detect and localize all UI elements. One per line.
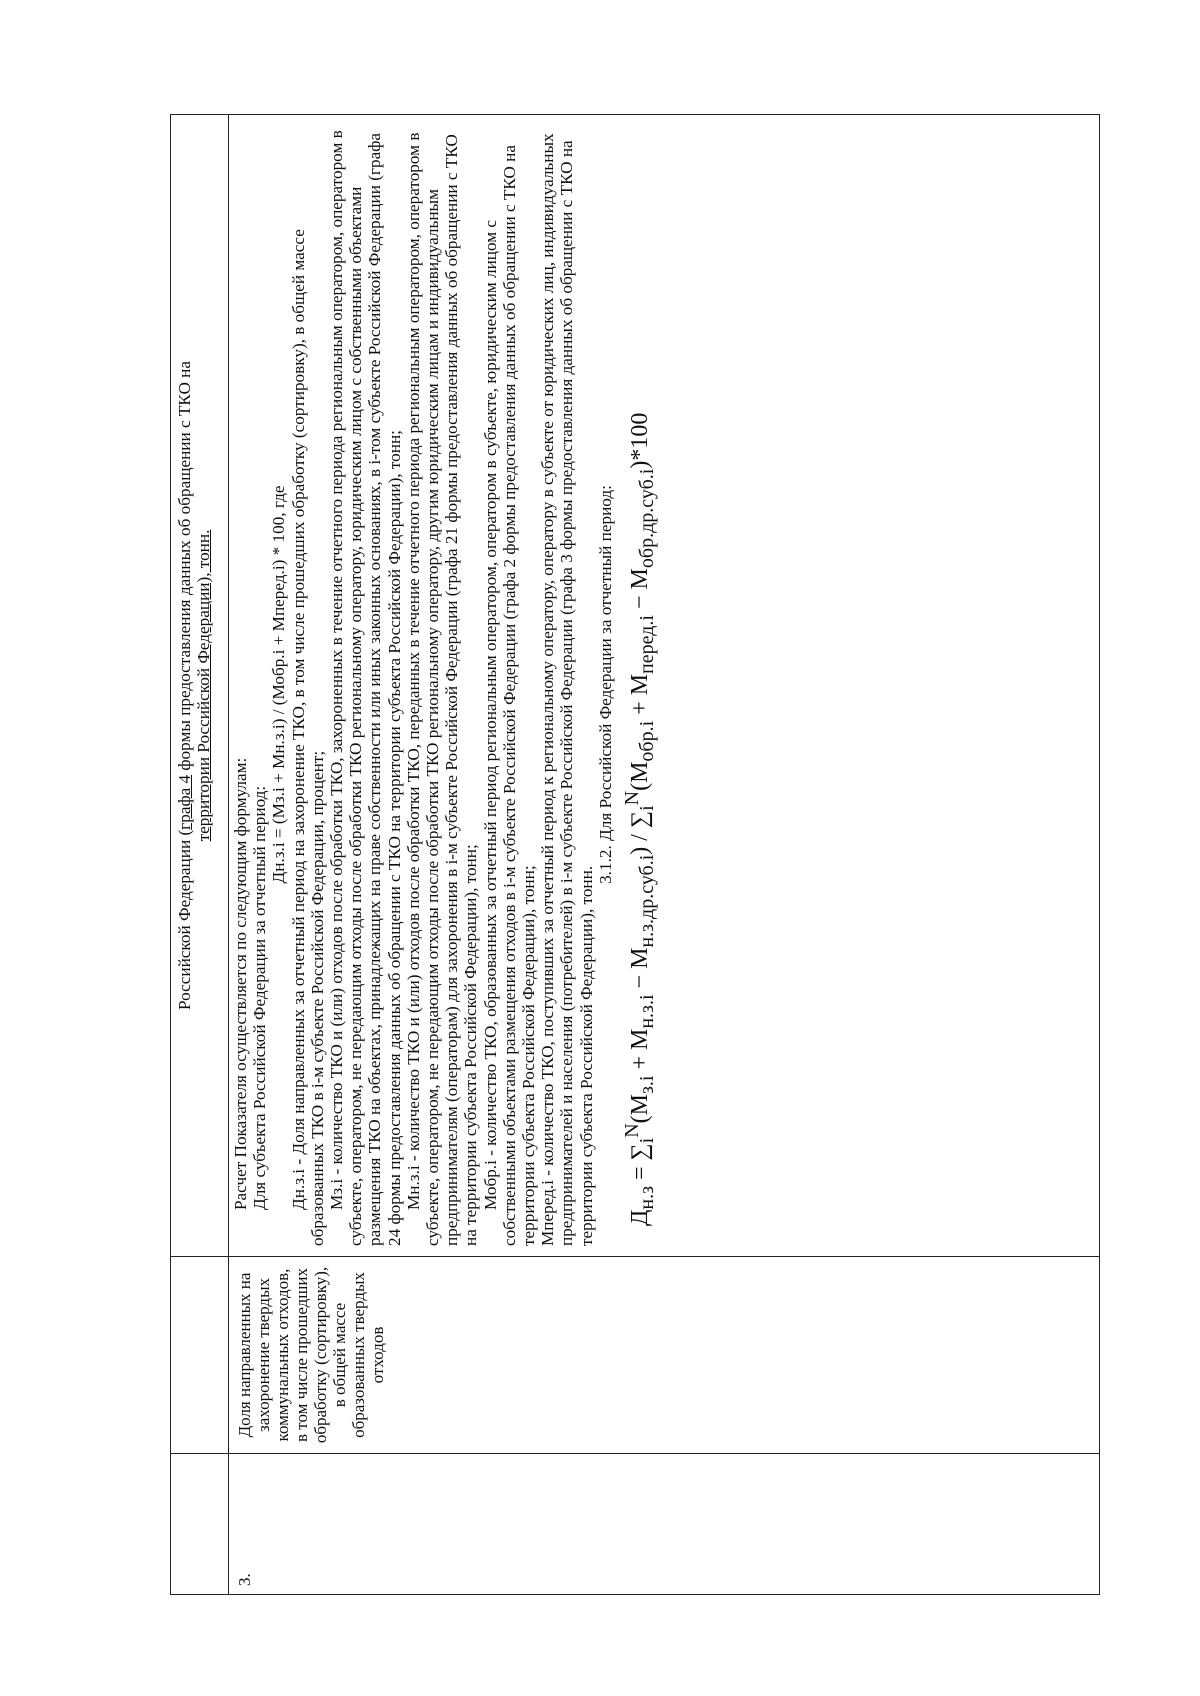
def-mobr: Мобр.i - количество ТКО, образованных за отчетный период региональным оператором, оператором в субъекте, юридическим лицом с собственными объектами размещения отходов в i-м субъекте Российской Федерации (графа 2 формы предоставления данных об обращении с ТКО на территории субъекта Российской Федерации), тонн; — [480, 145, 539, 1246]
heading-link-graph: графа 4 — [175, 774, 194, 830]
formula-subject: Дн.з.i = (Мз.i + Мн.з.i) / (Мобр.i + Мперед.i) * 100, где — [269, 485, 289, 884]
heading-line2: территории Российской Федерации), тонн. — [194, 529, 214, 842]
def-dn: Дн.з.i - Доля направленных за отчетный период на захоронение ТКО, в том числе прошедших обработку (сортировку), в общей массе образованных ТКО в i-м субъекте Российской Федерации, процент; — [288, 229, 327, 1246]
def-mz: Мз.i - количество ТКО и (или) отходов после обработки ТКО, захороненных в течение отчетного периода региональным оператором, оператором в субъекте, оператором, не передающим отходы после обработки ТКО региональному оператору, юридическим лицом с собственными объектами размещения ТКО на объектах, принадлежащих на праве собственности или иных законных основаниях, в i-том субъекте Российской Федерации (графа 24 формы предоставления данных об обращении с ТКО на территории субъекта Российской Федерации), тонн; — [327, 130, 404, 1246]
formula-russia: $Д_{н.з} = \sum_i^N(M_{з.i} + M_{н.з.i} - M_{н.з.др.суб.i}) / \sum_i^N(M_{обр.i} + M_{перед.i} - M_{обр.др.суб.i})*100$ — [621, 412, 658, 1226]
calc-subject-title: Для субъекта Российской Федерации за отчетный период: — [250, 785, 270, 1210]
cell-empty-number — [171, 1454, 229, 1595]
row-number: 3. — [229, 1454, 1100, 1595]
section-title: 3.1.2. Для Российской Федерации за отчетный период: — [595, 485, 615, 884]
table-row-heading — [171, 115, 229, 1595]
cell-empty-name — [171, 1257, 229, 1454]
indicator-name: Доля направленных на захоронение твердых коммунальных отходов, в том числе прошедших обработку (сортировку), в общей массе образованных твердых отходов — [229, 1257, 1100, 1454]
calculation-text — [229, 115, 1100, 1257]
calc-intro: Расчет Показателя осуществляется по следующим формулам: — [231, 757, 250, 1210]
indicator-table — [170, 114, 1100, 1595]
cell-heading: Российской Федерации (графа 4 формы предоставления данных об обращении с ТКО на территории Российской Федерации), тонн. — [171, 115, 229, 1257]
def-mnz: Мн.з.i - количество ТКО и (или) отходов после обработки ТКО, переданных в течение отчетного периода региональным оператором, оператором в субъекте, оператором, не передающим отходы после обработки ТКО региональному оператору, другим юридическим лицам и индивидуальным предпринимателям (операторам) для захоронения в i-м субъекте Российской Федерации (графа 21 формы предоставления данных об обращении с ТКО на территории субъекта Российской Федерации), тонн; — [403, 132, 481, 1246]
table-row — [229, 115, 1100, 1595]
rotated-table-block — [170, 130, 1100, 1595]
def-mpered: Мперед.i - количество ТКО, поступивших за отчетный период к региональному оператору, оператору в субъекте от юридических лиц, индивидуальных предпринимателей и населения (потребителей) в i-м субъекте Российской Федерации (графа 3 формы предоставления данных об обращении с ТКО на территории субъекта Российской Федерации), тонн. — [538, 133, 596, 1246]
